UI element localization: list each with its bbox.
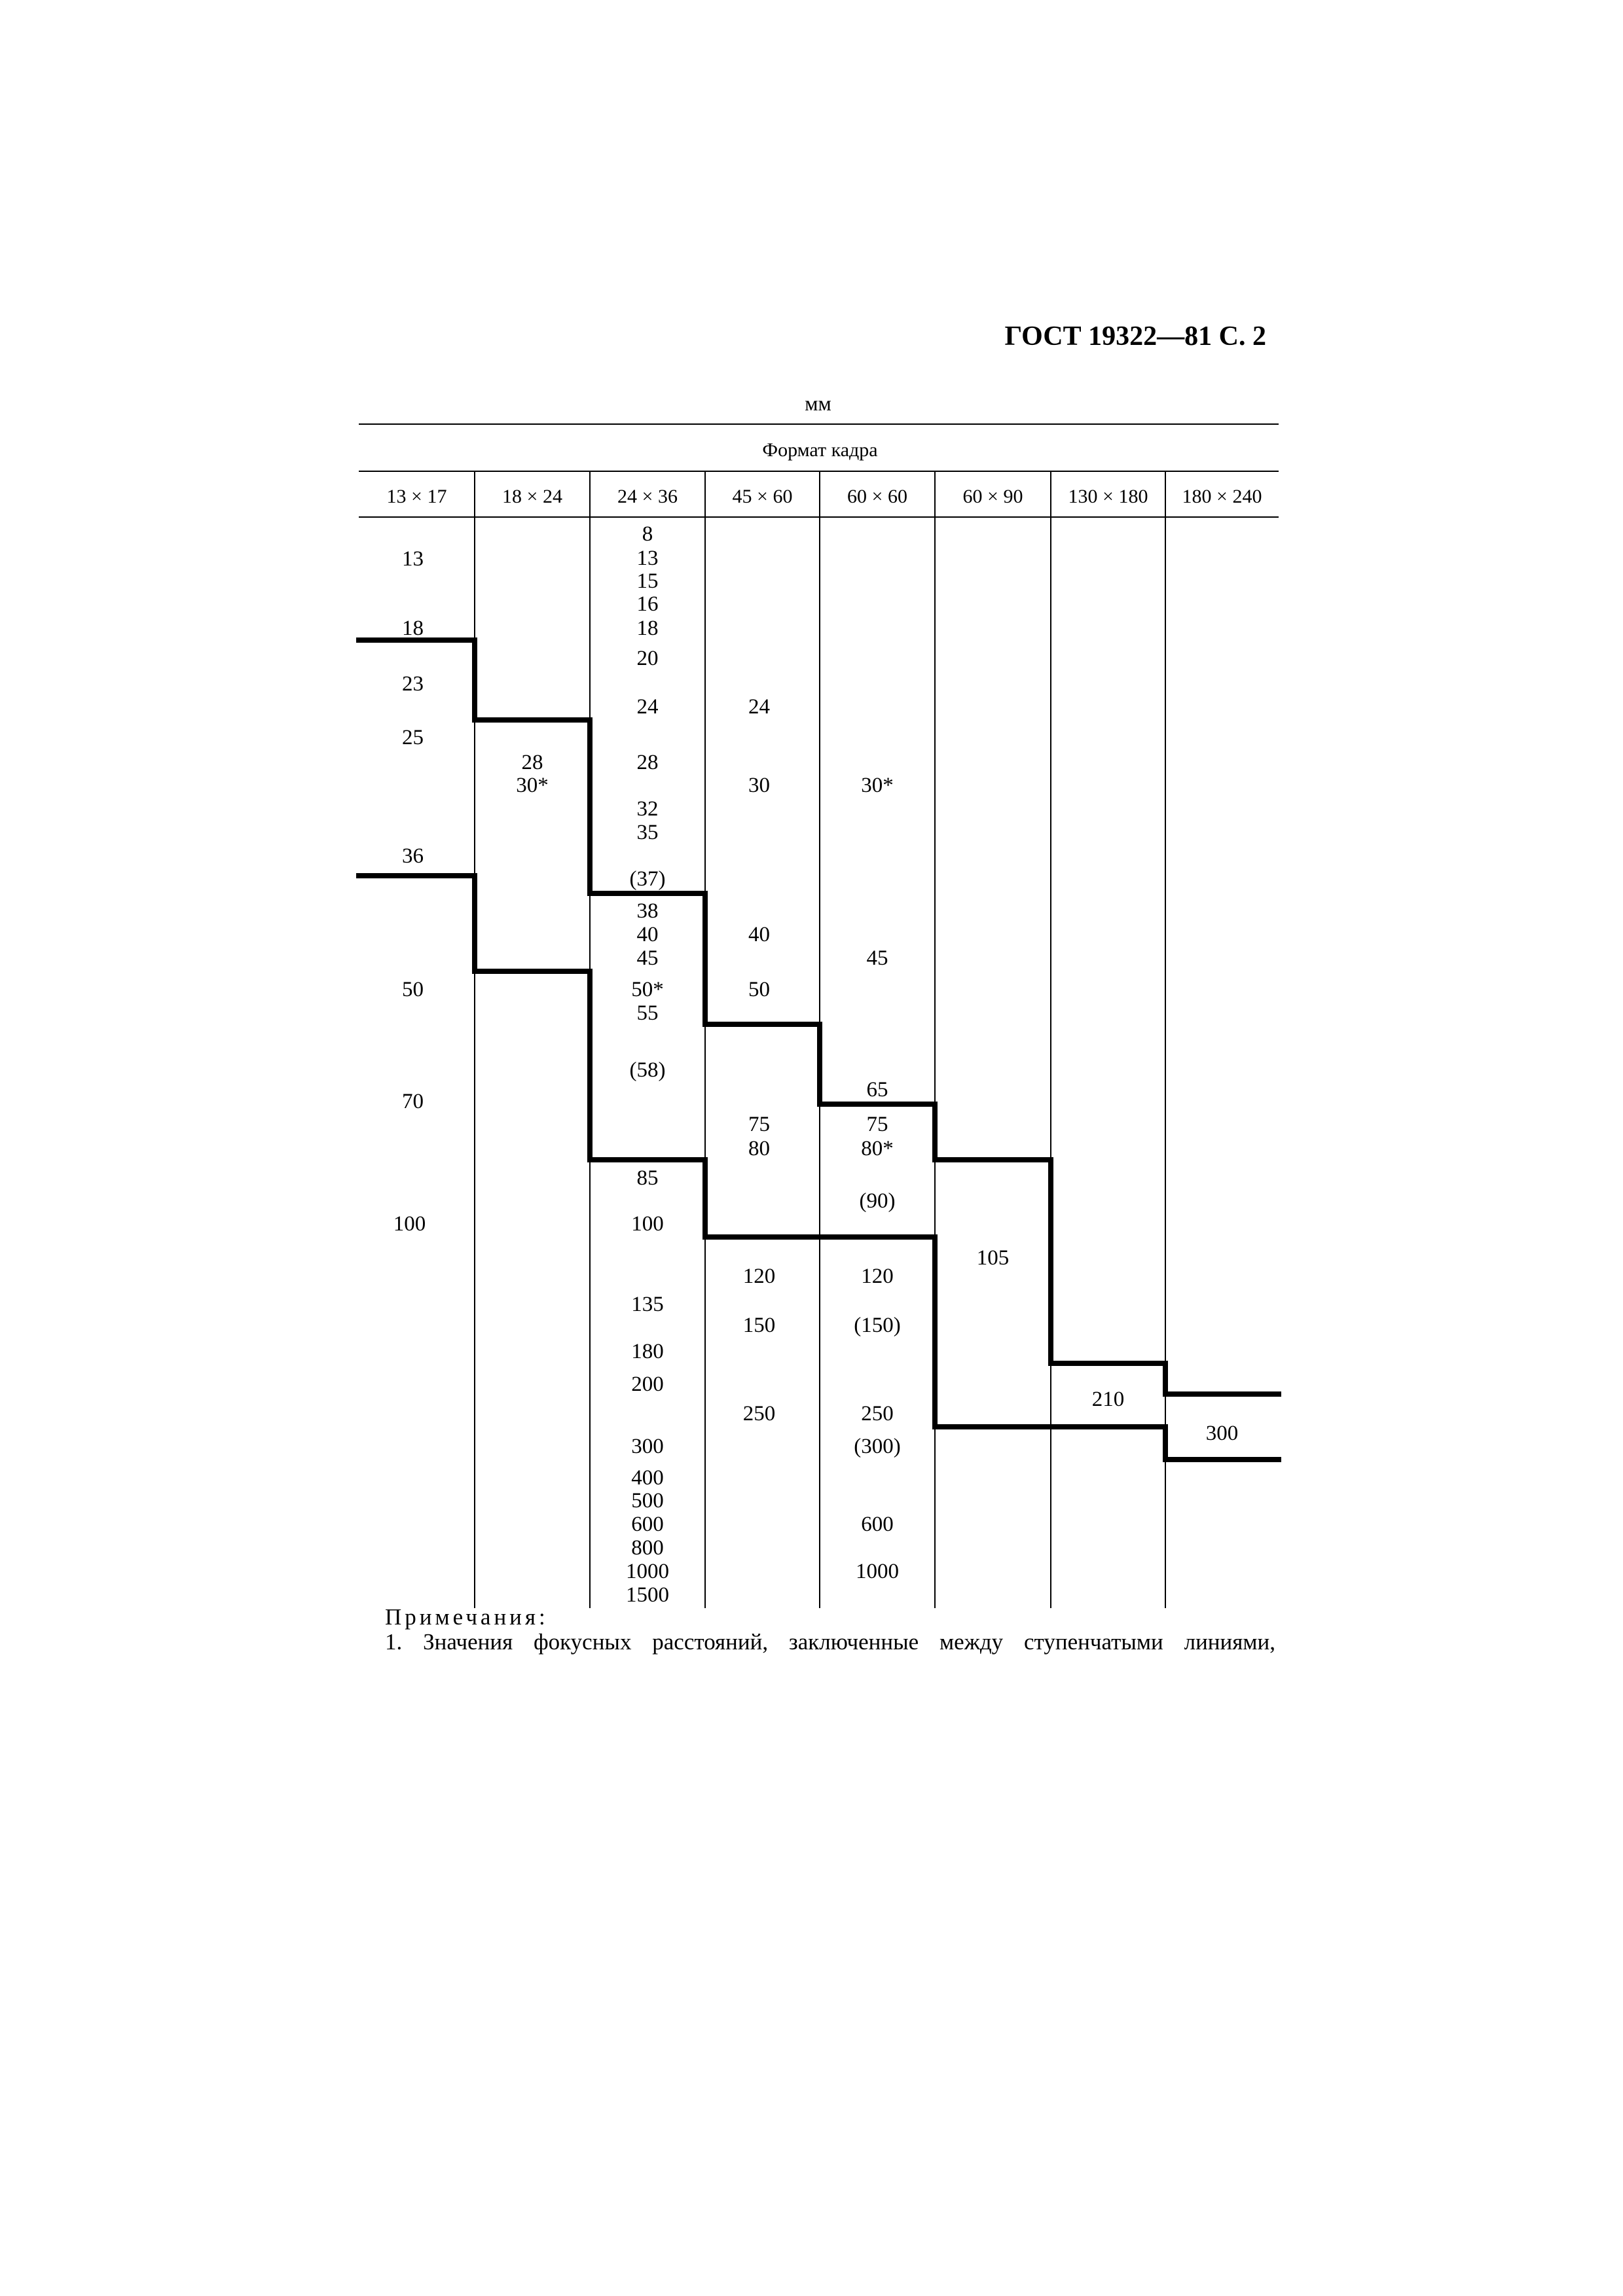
table-cell-value: 500 — [631, 1489, 664, 1513]
column-header: 13 × 17 — [386, 486, 447, 507]
table-cell-value: 50* — [631, 978, 664, 1001]
table-cell-value: 1000 — [626, 1560, 669, 1583]
group-header: Формат кадра — [762, 439, 878, 461]
table-cell-value: 105 — [976, 1246, 1010, 1270]
table-cell-value: 30* — [516, 774, 549, 797]
upper-step-line — [359, 640, 1279, 1394]
table-cell-value: 600 — [861, 1513, 894, 1536]
table-cell-value: 13 — [636, 547, 659, 570]
table-cell-value: (150) — [854, 1314, 901, 1337]
table-cell-value: 300 — [631, 1435, 664, 1458]
table-cell-value: 18 — [636, 617, 659, 640]
table-cell-value: 35 — [636, 821, 659, 844]
table-cell-value: 50 — [748, 978, 770, 1001]
table-cell-value: 32 — [636, 797, 659, 821]
table-cell-value: 18 — [402, 617, 424, 640]
table-cell-value: 40 — [636, 923, 659, 946]
table-cell-value: 800 — [631, 1536, 664, 1560]
step-lines — [359, 640, 1279, 1460]
table-cell-value: 28 — [636, 751, 659, 774]
table-cell-value: (37) — [629, 867, 666, 891]
column-header: 130 × 180 — [1068, 486, 1148, 507]
table-cell-value: (300) — [854, 1435, 901, 1458]
notes-title: Примечания: — [385, 1604, 549, 1630]
table-cell-value: 13 — [402, 547, 424, 571]
table-cell-value: 210 — [1091, 1388, 1125, 1411]
table-cell-value: 300 — [1205, 1422, 1239, 1445]
table-cell-value: 16 — [636, 592, 659, 616]
table-cell-value: 75 — [866, 1113, 888, 1136]
table-cell-value: 100 — [393, 1212, 426, 1236]
table-cell-value: 120 — [861, 1265, 894, 1288]
table-cell-value: 45 — [636, 946, 659, 970]
column-header: 24 × 36 — [617, 486, 678, 507]
table-cell-value: 28 — [521, 751, 543, 774]
column-header: 18 × 24 — [502, 486, 562, 507]
table-cell-value: 135 — [631, 1293, 664, 1316]
notes-block — [385, 1605, 1275, 1655]
table-cell-value: 55 — [636, 1001, 659, 1025]
table-cell-value: 8 — [642, 522, 653, 546]
table-cell-value: 36 — [402, 844, 424, 868]
table-cell-value: 50 — [402, 978, 424, 1001]
table-cell-value: 120 — [742, 1265, 776, 1288]
column-header: 45 × 60 — [732, 486, 793, 507]
table-cell-value: 15 — [636, 569, 659, 593]
table-cell-value: 80* — [861, 1137, 894, 1160]
table-cell-value: 200 — [631, 1372, 664, 1396]
table-cell-value: 20 — [636, 647, 659, 670]
lower-step-line — [359, 876, 1279, 1460]
table-cell-value: 180 — [631, 1340, 664, 1363]
table-cell-value: 45 — [866, 946, 888, 970]
table-cell-value: 1500 — [626, 1583, 669, 1607]
table-cell-value: 24 — [748, 695, 770, 719]
table-values — [387, 439, 1262, 1607]
units-text: мм — [805, 391, 831, 415]
table-grid — [359, 424, 1279, 1608]
table-cell-value: 30 — [748, 774, 770, 797]
table-cell-value: 600 — [631, 1513, 664, 1536]
column-header: 60 × 60 — [847, 486, 907, 507]
column-header: 60 × 90 — [962, 486, 1023, 507]
table-cell-value: 38 — [636, 899, 659, 923]
table-cell-value: 150 — [742, 1314, 776, 1337]
column-header: 180 × 240 — [1182, 486, 1262, 507]
table-cell-value: 400 — [631, 1466, 664, 1490]
table-cell-value: 80 — [748, 1137, 770, 1160]
table-cell-value: 65 — [866, 1078, 888, 1102]
table-cell-value: 250 — [861, 1402, 894, 1426]
table-cell-value: 40 — [748, 923, 770, 946]
table-cell-value: 70 — [402, 1090, 424, 1113]
table-cell-value: 1000 — [856, 1560, 899, 1583]
document-reference: ГОСТ 19322—81 С. 2 — [1004, 321, 1266, 351]
table-cell-value: 75 — [748, 1113, 770, 1136]
table-cell-value: 23 — [402, 672, 424, 696]
table-cell-value: (90) — [859, 1189, 896, 1213]
table-cell-value: 25 — [402, 726, 424, 749]
note-1: 1. Значения фокусных расстояний, заключенные между ступенчатыми линиями, — [385, 1629, 1275, 1655]
table-cell-value: 85 — [636, 1166, 659, 1190]
table-cell-value: 24 — [636, 695, 659, 719]
table-cell-value: (58) — [629, 1058, 666, 1082]
table-cell-value: 250 — [742, 1402, 776, 1426]
table-cell-value: 100 — [631, 1212, 664, 1236]
table-cell-value: 30* — [861, 774, 894, 797]
